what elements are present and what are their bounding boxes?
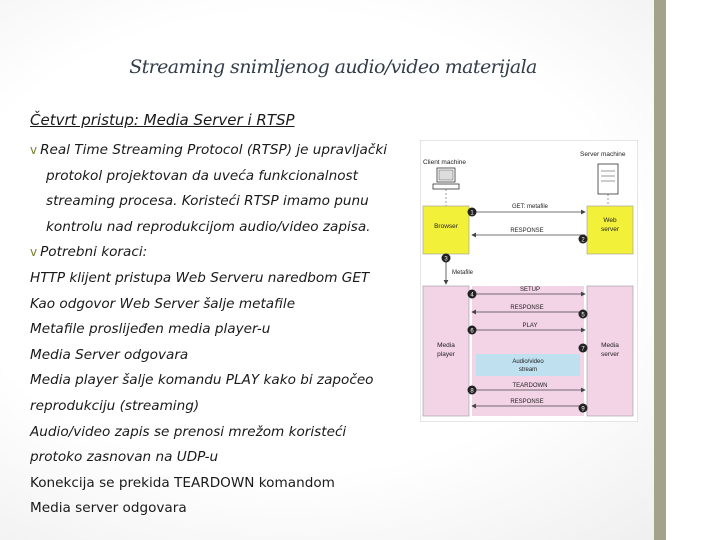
- step-number: 3: [444, 256, 448, 263]
- msg-audio-video: Audio/video: [512, 359, 544, 365]
- msg-response-3: RESPONSE: [510, 399, 544, 405]
- msg-play: PLAY: [522, 323, 538, 329]
- msg-response-1: RESPONSE: [510, 228, 544, 234]
- step-line: Kao odgovor Web Server šalje metafile: [30, 295, 296, 312]
- media-player-label-2: player: [437, 351, 455, 358]
- browser-label: Browser: [434, 223, 458, 230]
- server-machine-label: Server machine: [580, 151, 626, 158]
- client-machine-label: Client machine: [423, 159, 466, 166]
- step-line: Media Server odgovara: [30, 346, 189, 363]
- web-server-label-2: server: [600, 226, 620, 233]
- step-number: 5: [581, 312, 585, 319]
- msg-setup: SETUP: [519, 287, 541, 293]
- step-number: 9: [581, 406, 585, 413]
- bullet-steps: [30, 240, 425, 266]
- slide-subtitle: Četvrt pristup: Media Server i RTSP: [30, 111, 295, 129]
- bullet-rtsp: [30, 138, 425, 240]
- bullet-line: Real Time Streaming Protocol (RTSP) je upravljački: [40, 142, 387, 158]
- media-server-label-1: Media: [601, 342, 619, 349]
- slide-body-text: [30, 138, 425, 522]
- msg-stream: stream: [518, 367, 538, 373]
- step-number: 4: [470, 292, 474, 299]
- step-line: Audio/video zapis se prenosi mrežom koristeći: [30, 423, 347, 440]
- step-line: Konekcija se prekida TEARDOWN komandom: [30, 474, 335, 491]
- step-line: protoko zasnovan na UDP-u: [30, 449, 219, 466]
- step-number: 1: [470, 210, 474, 217]
- browser-box: [423, 206, 469, 254]
- web-server-label-1: Web: [603, 217, 617, 224]
- bullet-line: Potrebni koraci:: [40, 244, 148, 261]
- msg-get-metafile: GET: metafile: [511, 204, 549, 210]
- msg-response-2: RESPONSE: [510, 305, 544, 311]
- bullet-marker-icon: v: [30, 245, 38, 260]
- bullet-line: kontrolu nad reprodukcijom audio/video zapisa.: [46, 218, 371, 235]
- step-number: 8: [470, 388, 474, 395]
- bullet-line: streaming procesa. Koristeći RTSP imamo punu: [46, 193, 369, 210]
- step-number: 7: [581, 346, 585, 353]
- metafile-label: Metafile: [452, 270, 474, 276]
- msg-teardown: TEARDOWN: [512, 383, 548, 389]
- step-line: Metafile proslijeđen media player-u: [30, 321, 271, 338]
- decorative-side-bar: [654, 0, 666, 540]
- bullet-marker-icon: v: [30, 143, 38, 157]
- media-server-label-2: server: [600, 351, 620, 358]
- step-line: reprodukciju (streaming): [30, 397, 200, 414]
- bullet-line: protokol projektovan da uveća funkcionalnost: [46, 167, 358, 184]
- decorative-side-strip: [666, 0, 720, 540]
- step-line: HTTP klijent pristupa Web Serveru naredbom GET: [30, 269, 370, 286]
- media-player-label-1: Media: [437, 342, 455, 349]
- step-line: Media player šalje komandu PLAY kako bi započeo: [30, 372, 374, 389]
- rtsp-sequence-diagram: [420, 140, 638, 422]
- step-number: 6: [470, 328, 474, 335]
- step-number: 2: [581, 237, 585, 244]
- slide-title: Streaming snimljenog audio/video materijala: [129, 56, 537, 78]
- step-line: Media server odgovara: [30, 500, 187, 517]
